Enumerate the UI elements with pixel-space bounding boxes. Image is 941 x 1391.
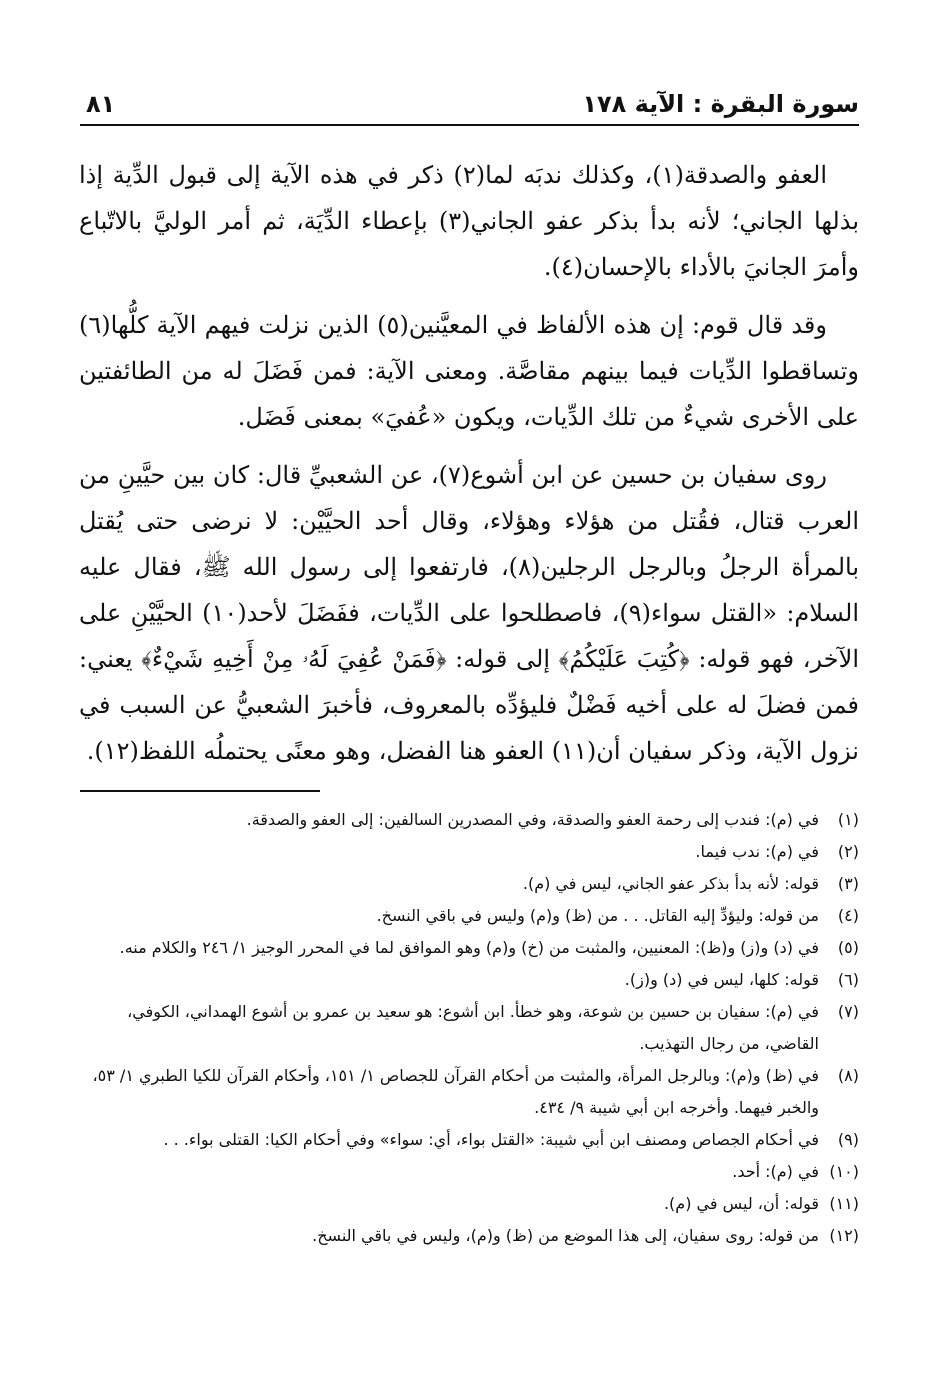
footnote-number: (١٢) bbox=[829, 1226, 859, 1245]
footnote-text: من قوله: روى سفيان، إلى هذا الموضع من (ظ) و(م)، وليس في باقي النسخ. bbox=[312, 1226, 819, 1245]
footnote bbox=[79, 1156, 859, 1188]
footnote-text: في (ظ) و(م): وبالرجل المرأة، والمثبت من أحكام القرآن للجصاص ١/ ١٥١، وأحكام القرآن للكيا الطبري ١/ ٥٣، والخبر فيهما. وأخرجه ابن أبي شيبة ٩/ ٤٣٤. bbox=[92, 1066, 819, 1117]
paragraph bbox=[79, 152, 859, 290]
footnotes bbox=[79, 804, 859, 1252]
paragraph-text: العفو والصدقة(١)، وكذلك ندبَه لما(٢) ذكر في هذه الآية إلى قبول الدِّية إذا بذلها الجاني؛ لأنه بدأ بذكر عفو الجاني(٣) بإعطاء الدِّيَة، ثم أمر الوليَّ بالاتّباع وأمرَ الجانيَ بالأداء بالإحسان(٤). bbox=[79, 161, 860, 281]
footnote bbox=[79, 996, 859, 1060]
footnote bbox=[79, 932, 859, 964]
paragraph bbox=[79, 452, 859, 774]
footnote-text: من قوله: وليؤدِّ إليه القاتل. . . من (ظ) و(م) وليس في باقي النسخ. bbox=[376, 906, 819, 925]
paragraph-text: روى سفيان بن حسين عن ابن أشوع(٧)، عن الشعبيِّ قال: كان بين حيَّينِ من العرب قتال، فقُتل من هؤلاء وهؤلاء، وقال أحد الحيَّيْن: لا نرضى حتى يُقتل بالمرأة الرجلُ وبالرجل الرجلين(٨)، فارتفعوا إلى رسول الله ﷺ، فقال عليه السلام: «القتل سواء(٩)، فاصطلحوا على الدِّيات، ففَضَلَ لأحد(١٠) الحيَّيْنِ على الآخر، فهو قوله: ﴿كُتِبَ عَلَيْكُمُ﴾ إلى قوله: ﴿فَمَنْ عُفِيَ لَهُۥ مِنْ أَخِيهِ شَيْءٌ﴾ يعني: فمن فضلَ له على أخيه فَضْلٌ فليؤدِّه بالمعروف، فأخبرَ الشعبيُّ عن السبب في نزول الآية، وذكر سفيان أن(١١) العفو هنا الفضل، وهو معنًى يحتملُه اللفظ(١٢). bbox=[79, 461, 860, 765]
footnote-text: في (م): سفيان بن حسين بن شوعة، وهو خطأ. ابن أشوع: هو سعيد بن عمرو بن أشوع الهمداني، الكوفي، القاضي، من رجال التهذيب. bbox=[127, 1002, 819, 1053]
footnote-number: (٦) bbox=[837, 970, 859, 989]
footnote-number: (٢) bbox=[837, 842, 859, 861]
page-number: ٨١ bbox=[86, 90, 116, 118]
footnote-number: (٥) bbox=[837, 938, 859, 957]
paragraph bbox=[79, 302, 859, 440]
footnote-number: (٣) bbox=[837, 874, 859, 893]
footnote bbox=[79, 1188, 859, 1220]
footnote bbox=[79, 868, 859, 900]
footnote bbox=[79, 804, 859, 836]
footnote-text: في أحكام الجصاص ومصنف ابن أبي شيبة: «القتل بواء، أي: سواء» وفي أحكام الكيا: القتلى بواء. . . bbox=[163, 1130, 819, 1149]
footnote bbox=[79, 1060, 859, 1124]
footnote bbox=[79, 1220, 859, 1252]
footnote-separator bbox=[80, 790, 320, 792]
footnote bbox=[79, 964, 859, 996]
footnote bbox=[79, 900, 859, 932]
footnote-number: (٧) bbox=[837, 1002, 859, 1021]
footnote-number: (١) bbox=[837, 810, 859, 829]
main-text bbox=[79, 152, 859, 786]
running-header bbox=[80, 88, 859, 126]
header-title: سورة البقرة : الآية ١٧٨ bbox=[582, 90, 859, 118]
footnote bbox=[79, 1124, 859, 1156]
footnote-text: قوله: كلها، ليس في (د) و(ز). bbox=[624, 970, 819, 989]
footnote-text: في (م): فندب إلى رحمة العفو والصدقة، وفي المصدرين السالفين: إلى العفو والصدقة. bbox=[246, 810, 819, 829]
paragraph-text: وقد قال قوم: إن هذه الألفاظ في المعيَّنين(٥) الذين نزلت فيهم الآية كلُّها(٦) وتساقطوا الدِّيات فيما بينهم مقاصَّة. ومعنى الآية: فمن فَضَلَ له من الطائفتين على الأخرى شيءٌ من تلك الدِّيات، ويكون «عُفيَ» بمعنى فَضَل. bbox=[79, 311, 859, 431]
footnote-text: في (م): ندب فيما. bbox=[695, 842, 819, 861]
footnote-number: (٨) bbox=[837, 1066, 859, 1085]
footnote bbox=[79, 836, 859, 868]
footnote-number: (١١) bbox=[829, 1194, 859, 1213]
footnote-text: قوله: لأنه بدأ بذكر عفو الجاني، ليس في (م). bbox=[522, 874, 819, 893]
footnote-number: (٩) bbox=[837, 1130, 859, 1149]
footnote-text: في (د) و(ز) و(ظ): المعنيين، والمثبت من (خ) و(م) وهو الموافق لما في المحرر الوجيز ١/ ٢٤٦ والكلام منه. bbox=[119, 938, 819, 957]
footnote-number: (٤) bbox=[837, 906, 859, 925]
footnote-text: في (م): أحد. bbox=[732, 1162, 819, 1181]
footnote-text: قوله: أن، ليس في (م). bbox=[663, 1194, 819, 1213]
footnote-number: (١٠) bbox=[829, 1162, 859, 1181]
